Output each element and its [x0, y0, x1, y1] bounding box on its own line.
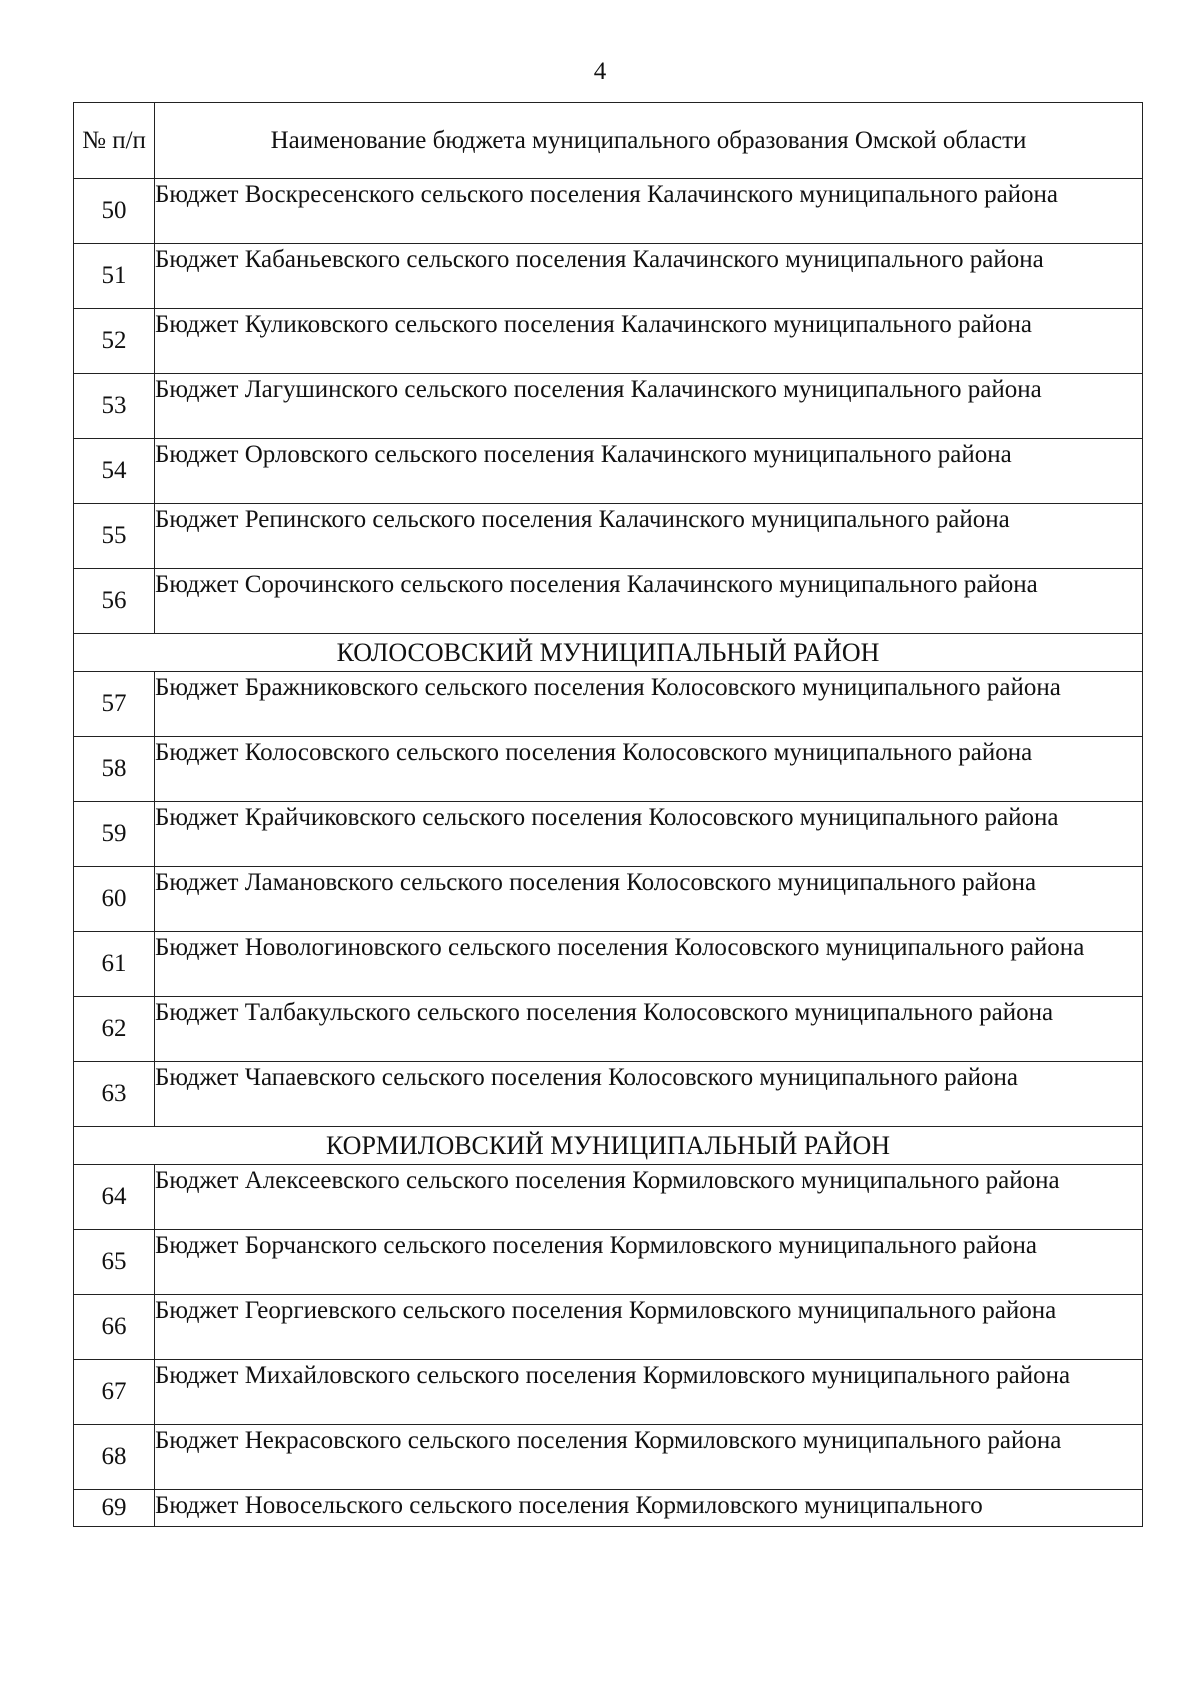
row-number: 50 — [74, 179, 155, 244]
table-row — [74, 1295, 1143, 1360]
header-number: № п/п — [74, 103, 155, 179]
budget-name: Бюджет Сорочинского сельского поселения Калачинского муниципального района — [155, 569, 1143, 634]
table-row — [74, 802, 1143, 867]
row-number: 63 — [74, 1062, 155, 1127]
row-number: 51 — [74, 244, 155, 309]
header-budget-name: Наименование бюджета муниципального образования Омской области — [155, 103, 1143, 179]
budget-name: Бюджет Новологиновского сельского поселения Колосовского муниципального района — [155, 932, 1143, 997]
budget-name: Бюджет Куликовского сельского поселения Калачинского муниципального района — [155, 309, 1143, 374]
table-row — [74, 569, 1143, 634]
budget-name: Бюджет Воскресенского сельского поселения Калачинского муниципального района — [155, 179, 1143, 244]
table-row — [74, 1425, 1143, 1490]
row-number: 56 — [74, 569, 155, 634]
row-number: 54 — [74, 439, 155, 504]
row-number: 65 — [74, 1230, 155, 1295]
budget-name: Бюджет Крайчиковского сельского поселения Колосовского муниципального района — [155, 802, 1143, 867]
budget-name: Бюджет Репинского сельского поселения Калачинского муниципального района — [155, 504, 1143, 569]
row-number: 61 — [74, 932, 155, 997]
table-row — [74, 439, 1143, 504]
row-number: 52 — [74, 309, 155, 374]
section-row — [74, 634, 1143, 672]
row-number: 55 — [74, 504, 155, 569]
table-row — [74, 1230, 1143, 1295]
table-row — [74, 1490, 1143, 1527]
table-row — [74, 997, 1143, 1062]
row-number: 58 — [74, 737, 155, 802]
row-number: 60 — [74, 867, 155, 932]
table-row — [74, 1062, 1143, 1127]
table-row — [74, 672, 1143, 737]
budget-name: Бюджет Михайловского сельского поселения Кормиловского муниципального района — [155, 1360, 1143, 1425]
row-number: 68 — [74, 1425, 155, 1490]
section-title: КОЛОСОВСКИЙ МУНИЦИПАЛЬНЫЙ РАЙОН — [74, 634, 1143, 672]
table-row — [74, 737, 1143, 802]
budget-name: Бюджет Чапаевского сельского поселения Колосовского муниципального района — [155, 1062, 1143, 1127]
table-row — [74, 244, 1143, 309]
budget-name: Бюджет Кабаньевского сельского поселения Калачинского муниципального района — [155, 244, 1143, 309]
table-body — [74, 179, 1143, 1527]
budget-name: Бюджет Лагушинского сельского поселения Калачинского муниципального района — [155, 374, 1143, 439]
table-row — [74, 309, 1143, 374]
budget-table — [73, 102, 1143, 1527]
table-header-row — [74, 103, 1143, 179]
row-number: 67 — [74, 1360, 155, 1425]
table-row — [74, 867, 1143, 932]
budget-name: Бюджет Орловского сельского поселения Калачинского муниципального района — [155, 439, 1143, 504]
table-row — [74, 1360, 1143, 1425]
row-number: 57 — [74, 672, 155, 737]
row-number: 64 — [74, 1165, 155, 1230]
budget-name: Бюджет Некрасовского сельского поселения Кормиловского муниципального района — [155, 1425, 1143, 1490]
budget-name: Бюджет Борчанского сельского поселения Кормиловского муниципального района — [155, 1230, 1143, 1295]
budget-name: Бюджет Колосовского сельского поселения Колосовского муниципального района — [155, 737, 1143, 802]
section-title: КОРМИЛОВСКИЙ МУНИЦИПАЛЬНЫЙ РАЙОН — [74, 1127, 1143, 1165]
row-number: 53 — [74, 374, 155, 439]
row-number: 59 — [74, 802, 155, 867]
budget-name: Бюджет Талбакульского сельского поселения Колосовского муниципального района — [155, 997, 1143, 1062]
table-row — [74, 179, 1143, 244]
budget-name: Бюджет Алексеевского сельского поселения Кормиловского муниципального района — [155, 1165, 1143, 1230]
table-row — [74, 932, 1143, 997]
row-number: 62 — [74, 997, 155, 1062]
section-row — [74, 1127, 1143, 1165]
table-row — [74, 374, 1143, 439]
budget-name: Бюджет Ламановского сельского поселения Колосовского муниципального района — [155, 867, 1143, 932]
row-number: 66 — [74, 1295, 155, 1360]
row-number: 69 — [74, 1490, 155, 1527]
page-number: 4 — [593, 58, 607, 85]
budget-name: Бюджет Новосельского сельского поселения Кормиловского муниципального — [155, 1490, 1143, 1527]
table-row — [74, 1165, 1143, 1230]
budget-name: Бюджет Георгиевского сельского поселения Кормиловского муниципального района — [155, 1295, 1143, 1360]
table-row — [74, 504, 1143, 569]
budget-name: Бюджет Бражниковского сельского поселения Колосовского муниципального района — [155, 672, 1143, 737]
